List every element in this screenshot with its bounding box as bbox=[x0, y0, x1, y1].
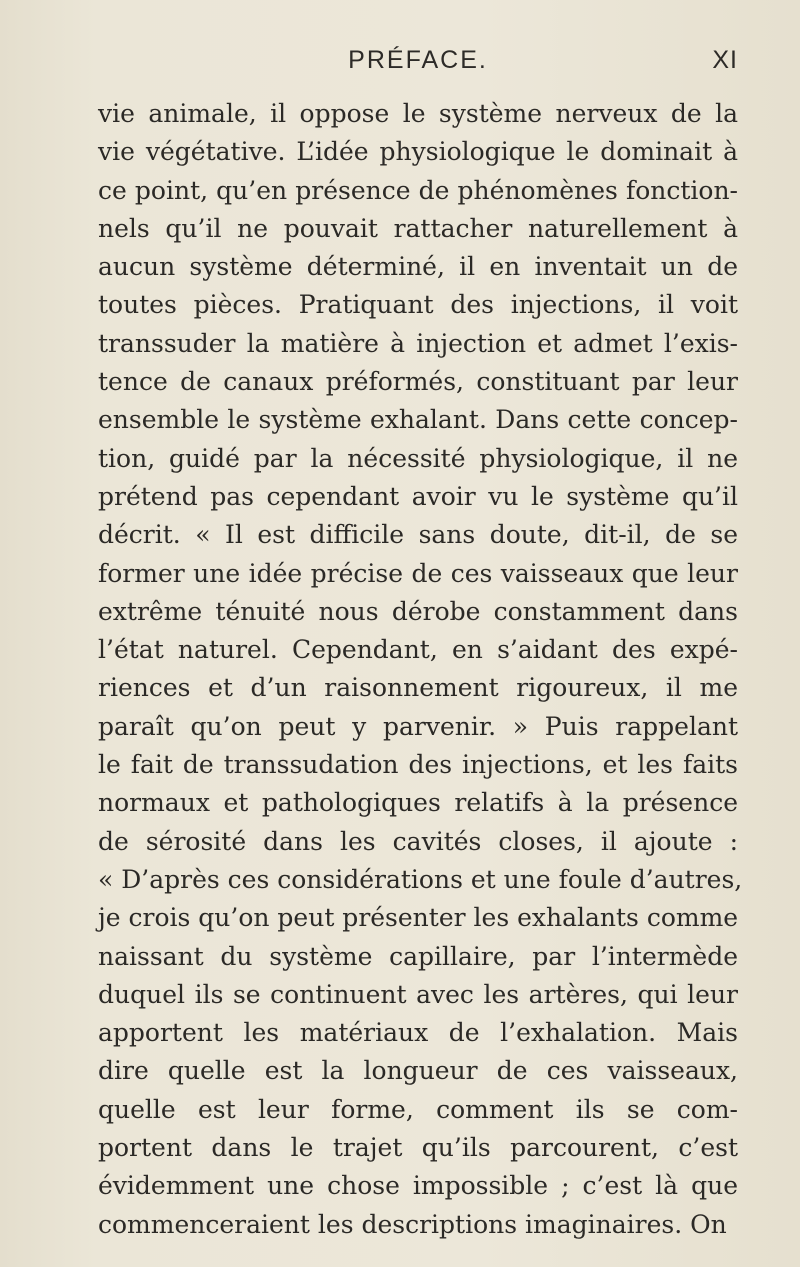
text-line: commenceraient les descriptions imaginaires. On bbox=[98, 1209, 727, 1239]
text-line: paraît qu’on peut y parvenir. » Puis rappelant bbox=[98, 711, 738, 741]
text-line: aucun système déterminé, il en inventait un de bbox=[98, 252, 738, 282]
text-line: vie végétative. L’idée physiologique le dominait à bbox=[98, 137, 738, 167]
running-head-title: PRÉFACE. bbox=[348, 46, 488, 74]
text-line: « D’après ces considérations et une foule d’autres, bbox=[98, 864, 743, 894]
text-line: naissant du système capillaire, par l’intermède bbox=[98, 941, 738, 971]
text-line: tence de canaux préformés, constituant par leur bbox=[98, 367, 738, 397]
text-line: dire quelle est la longueur de ces vaisseaux, bbox=[98, 1056, 738, 1086]
text-line: portent dans le trajet qu’ils parcourent, c’est bbox=[98, 1133, 738, 1163]
text-line: décrit. « Il est difficile sans doute, dit-il, de se bbox=[98, 520, 738, 550]
text-line: quelle est leur forme, comment ils se com- bbox=[98, 1094, 738, 1124]
text-line: transsuder la matière à injection et admet l’exis- bbox=[98, 328, 738, 358]
text-line: l’état naturel. Cependant, en s’aidant des expé- bbox=[98, 635, 738, 665]
page-number: XI bbox=[712, 46, 738, 74]
text-line: former une idée précise de ces vaisseaux que leur bbox=[98, 558, 738, 588]
text-line: duquel ils se continuent avec les artères, qui leur bbox=[98, 979, 738, 1009]
text-line: toutes pièces. Pratiquant des injections, il voit bbox=[98, 290, 738, 320]
text-line: de sérosité dans les cavités closes, il ajoute : bbox=[98, 826, 738, 856]
text-line: extrême ténuité nous dérobe constamment dans bbox=[98, 596, 738, 626]
text-line: nels qu’il ne pouvait rattacher naturellement à bbox=[98, 213, 738, 243]
text-line: riences et d’un raisonnement rigoureux, il me bbox=[98, 673, 738, 703]
text-line: le fait de transsudation des injections, et les faits bbox=[98, 750, 738, 780]
text-line: ensemble le système exhalant. Dans cette concep- bbox=[98, 405, 738, 435]
text-line: apportent les matériaux de l’exhalation. Mais bbox=[98, 1018, 738, 1048]
text-line: vie animale, il oppose le système nerveux de la bbox=[98, 99, 738, 128]
text-line: normaux et pathologiques relatifs à la présence bbox=[98, 788, 738, 818]
text-line: ce point, qu’en présence de phénomènes fonction- bbox=[98, 175, 738, 205]
text-line: tion, guidé par la nécessité physiologique, il ne bbox=[98, 443, 738, 473]
running-head bbox=[98, 46, 738, 86]
text-line: évidemment une chose impossible ; c’est là que bbox=[98, 1171, 738, 1201]
text-line: prétend pas cependant avoir vu le système qu’il bbox=[98, 481, 738, 511]
text-line: je crois qu’on peut présenter les exhalants comme bbox=[98, 903, 739, 933]
body-text bbox=[98, 95, 743, 1244]
